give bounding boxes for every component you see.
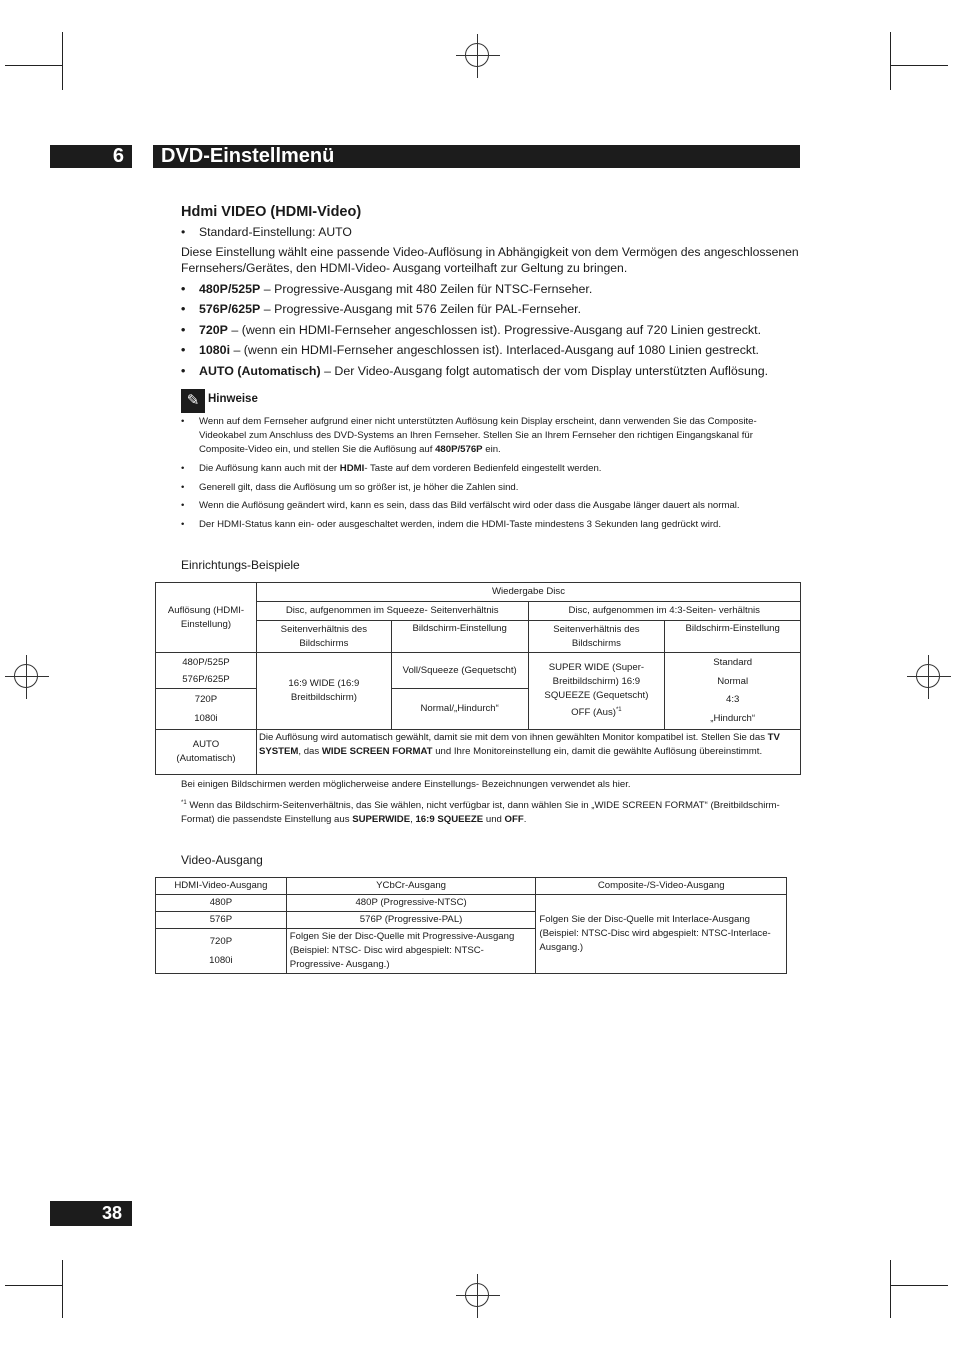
- ycbcr-cell: 576P (Progressive-PAL): [286, 912, 536, 929]
- crop-mark: [890, 65, 948, 66]
- option-item: • 720P – (wenn ein HDMI-Fernseher angeschlossen ist). Progressive-Ausgang auf 720 Linien gestreckt.: [181, 323, 762, 337]
- auto-description: [256, 730, 800, 775]
- crop-mark: [890, 1260, 891, 1318]
- crop-mark: [62, 1260, 63, 1318]
- option-text: – Der Video-Ausgang folgt automatisch der vom Display unterstützten Auflösung.: [320, 364, 769, 378]
- auto-text: und Ihre Monitoreinstellung ein, damit die gewählte Auflösung übereinstimmt.: [432, 746, 763, 757]
- registration-mark: [465, 43, 489, 67]
- chapter-title: DVD-Einstellmenü: [153, 145, 800, 168]
- footnote-text: ,: [410, 814, 416, 826]
- auto-cell: AUTO (Automatisch): [156, 730, 257, 775]
- option-label: 480P/525P: [199, 282, 261, 296]
- res-576: 576P/625P: [182, 673, 230, 685]
- composite-cell: Folgen Sie der Disc-Quelle mit Interlace-Ausgang (Beispiel: NTSC-Disc wird abgespielt: NTSC-Interlace-Ausgang.): [536, 895, 787, 974]
- default-value: AUTO: [318, 225, 352, 239]
- composite-header: Composite-/S-Video-Ausgang: [536, 878, 787, 895]
- default-setting: • Standard-Einstellung: AUTO: [181, 225, 352, 239]
- four3-group-header: Disc, aufgenommen im 4:3-Seiten- verhältnis: [528, 602, 801, 621]
- examples-heading: Einrichtungs-Beispiele: [181, 558, 300, 572]
- hint-text: Wenn die Auflösung geändert wird, kann es sein, dass das Bild verfälscht wird oder dass die Ausgabe länger dauert als normal.: [199, 500, 740, 511]
- auto-text: Die Auflösung wird automatisch gewählt, damit sie mit dem von ihnen gewählten Monitor kompatibel ist. Stellen Sie das: [258, 732, 768, 743]
- screen-ratio-header: Seitenverhältnis des Bildschirms: [256, 621, 391, 653]
- footnote-bold: OFF: [504, 814, 524, 826]
- default-prefix: Standard-Einstellung:: [199, 225, 319, 239]
- setting-hindurch: „Hindurch“: [710, 712, 756, 724]
- option-label: AUTO (Automatisch): [199, 364, 321, 378]
- res-480: 480P/525P: [182, 656, 230, 668]
- auto-bold: WIDE SCREEN FORMAT: [321, 746, 433, 757]
- hint-text: - Taste auf dem vorderen Bedienfeld eingestellt werden.: [364, 463, 602, 474]
- option-item: • AUTO (Automatisch) – Der Video-Ausgang folgt automatisch der vom Display unterstützten Auflösung.: [181, 364, 769, 378]
- footnote-text: .: [523, 814, 527, 826]
- crop-mark: [62, 32, 63, 90]
- option-item: • 576P/625P – Progressive-Ausgang mit 576 Zeilen für PAL-Fernseher.: [181, 302, 582, 316]
- hint-item: • Der HDMI-Status kann ein- oder ausgeschaltet werden, indem die HDMI-Taste mindestens 3 Sekunden lang gedrückt wird.: [181, 519, 722, 530]
- footnote-text: und: [483, 814, 505, 826]
- res-720: 720P: [194, 693, 218, 705]
- pencil-icon: ✎: [181, 389, 205, 413]
- option-label: 576P/625P: [199, 302, 261, 316]
- hint-item: • Wenn die Auflösung geändert wird, kann es sein, dass das Bild verfälscht wird oder dass die Ausgabe länger dauert als normal.: [181, 500, 740, 511]
- screen-setting-header: Bildschirm-Einstellung: [665, 621, 801, 653]
- hint-text: Wenn auf dem Fernseher aufgrund einer nicht unterstützten Auflösung kein Display erscheint, dann verwenden Sie das Composite-Videokabel zum Anschluss des DVD-Systems an Ihren Fernseher. Stellen Sie an Ihrem Fernseher den richtigen Eingangskanal für Composite-Video ein, und stellen Sie die Auflösung auf: [199, 416, 757, 455]
- registration-mark: [465, 1283, 489, 1307]
- hdmi-cell: [156, 929, 287, 974]
- hint-text: Generell gilt, dass die Auflösung um so größer ist, je höher die Zahlen sind.: [199, 482, 519, 493]
- hdmi-cell: 480P: [156, 895, 287, 912]
- footnote-mark: *1: [181, 800, 187, 806]
- hint-text: Der HDMI-Status kann ein- oder ausgeschaltet werden, indem die HDMI-Taste mindestens 3 Sekunden lang gedrückt wird.: [199, 519, 722, 530]
- footnote-mark: *1: [615, 707, 622, 714]
- option-text: – Progressive-Ausgang mit 576 Zeilen für PAL-Fernseher.: [260, 302, 582, 316]
- screen-ratio-header: Seitenverhältnis des Bildschirms: [528, 621, 665, 653]
- setting-standard: Standard: [713, 657, 753, 668]
- hints-label: Hinweise: [208, 393, 258, 405]
- squeeze-group-header: Disc, aufgenommen im Squeeze- Seitenverhältnis: [256, 602, 528, 621]
- footnote-bold: SUPERWIDE: [352, 814, 411, 826]
- hint-item: • Generell gilt, dass die Auflösung um so größer ist, je höher die Zahlen sind.: [181, 482, 519, 493]
- intro-paragraph: Diese Einstellung wählt eine passende Video-Auflösung in Abhängigkeit von dem Vermögen des angeschlossenen Fernsehers/Gerätes, den HDMI-Video- Ausgang vorteilhaft zur Geltung zu bringen.: [181, 245, 799, 275]
- footnote: [181, 796, 781, 827]
- normal-hindurch-cell: Normal/„Hindurch“: [391, 689, 528, 730]
- registration-mark: [14, 664, 38, 688]
- hdmi-720: 720P: [209, 936, 233, 947]
- ycbcr-cell: 480P (Progressive-NTSC): [286, 895, 536, 912]
- option-text: – (wenn ein HDMI-Fernseher angeschlossen ist). Interlaced-Ausgang auf 1080 Linien gestreckt.: [230, 343, 759, 357]
- settings-cell: [665, 653, 801, 730]
- examples-table: [155, 582, 801, 775]
- hint-item: • Wenn auf dem Fernseher aufgrund einer nicht unterstützten Auflösung kein Display erscheint, dann verwenden Sie das Composite-Videokabel zum Anschluss des DVD-Systems an Ihren Fernseher. Stellen Sie an Ihrem Fernseher den richtigen Eingangskanal für Composite-Video ein, und stellen Sie die Auflösung auf 480P/576P ein.: [181, 416, 757, 455]
- option-text: – (wenn ein HDMI-Fernseher angeschlossen ist). Progressive-Ausgang auf 720 Linien gestreckt.: [227, 323, 762, 337]
- chapter-number: 6: [50, 145, 132, 168]
- hint-item: • Die Auflösung kann auch mit der HDMI- Taste auf dem vorderen Bedienfeld eingestellt werden.: [181, 463, 602, 474]
- setting-43: 4:3: [725, 694, 740, 705]
- resolution-cell: [156, 653, 257, 689]
- option-text: – Progressive-Ausgang mit 480 Zeilen für NTSC-Fernseher.: [260, 282, 593, 296]
- option-label: 720P: [199, 323, 228, 337]
- option-label: 1080i: [199, 343, 231, 357]
- hint-bold: 480P/576P: [435, 444, 483, 455]
- hint-text: ein.: [482, 444, 501, 455]
- super-wide-text: SUPER WIDE (Super-Breitbildschirm) 16:9 SQUEEZE (Gequetscht) OFF (Aus): [544, 662, 649, 719]
- resolution-cell: [156, 689, 257, 730]
- crop-mark: [890, 32, 891, 90]
- ycbcr-header: YCbCr-Ausgang: [286, 878, 536, 895]
- voll-squeeze-cell: Voll/Squeeze (Gequetscht): [391, 653, 528, 689]
- super-wide-cell: [528, 653, 665, 730]
- footnote-line: Bei einigen Bildschirmen werden möglicherweise andere Einstellungs- Bezeichnungen verwendet als hier.: [181, 779, 631, 790]
- video-out-table: [155, 877, 787, 974]
- auto-text: , das: [298, 746, 322, 757]
- res-1080: 1080i: [194, 712, 218, 724]
- section-title: Hdmi VIDEO (HDMI-Video): [181, 204, 362, 220]
- crop-mark: [5, 65, 63, 66]
- setting-normal: Normal: [717, 675, 749, 687]
- page-number: 38: [50, 1201, 132, 1226]
- crop-mark: [5, 1285, 63, 1286]
- auto-bold: TV SYSTEM: [258, 732, 780, 757]
- registration-mark: [916, 664, 940, 688]
- footnote-bold: 16:9 SQUEEZE: [415, 814, 484, 826]
- playback-disc-header: Wiedergabe Disc: [256, 583, 800, 602]
- crop-mark: [890, 1285, 948, 1286]
- footnote-text: Wenn das Bildschirm-Seitenverhältnis, das Sie wählen, nicht verfügbar ist, dann wählen Sie in „WIDE SCREEN FORMAT“ (Breitbildschirm-Format) die passendste Einstellung aus: [181, 800, 780, 826]
- resolution-header: Auflösung (HDMI-Einstellung): [156, 583, 257, 653]
- wide-cell: 16:9 WIDE (16:9 Breitbildschirm): [256, 653, 391, 730]
- ycbcr-cell: Folgen Sie der Disc-Quelle mit Progressive-Ausgang (Beispiel: NTSC- Disc wird abgespielt: NTSC-Progressive- Ausgang.): [286, 929, 536, 974]
- hint-bold: HDMI: [339, 463, 365, 474]
- hint-text: Die Auflösung kann auch mit der: [199, 463, 340, 474]
- hdmi-1080: 1080i: [209, 955, 233, 966]
- option-item: • 480P/525P – Progressive-Ausgang mit 480 Zeilen für NTSC-Fernseher.: [181, 282, 593, 296]
- option-item: • 1080i – (wenn ein HDMI-Fernseher angeschlossen ist). Interlaced-Ausgang auf 1080 Linien gestreckt.: [181, 343, 759, 357]
- hdmi-header: HDMI-Video-Ausgang: [156, 878, 287, 895]
- screen-setting-header: Bildschirm-Einstellung: [391, 621, 528, 653]
- video-out-heading: Video-Ausgang: [181, 853, 263, 867]
- hdmi-cell: 576P: [156, 912, 287, 929]
